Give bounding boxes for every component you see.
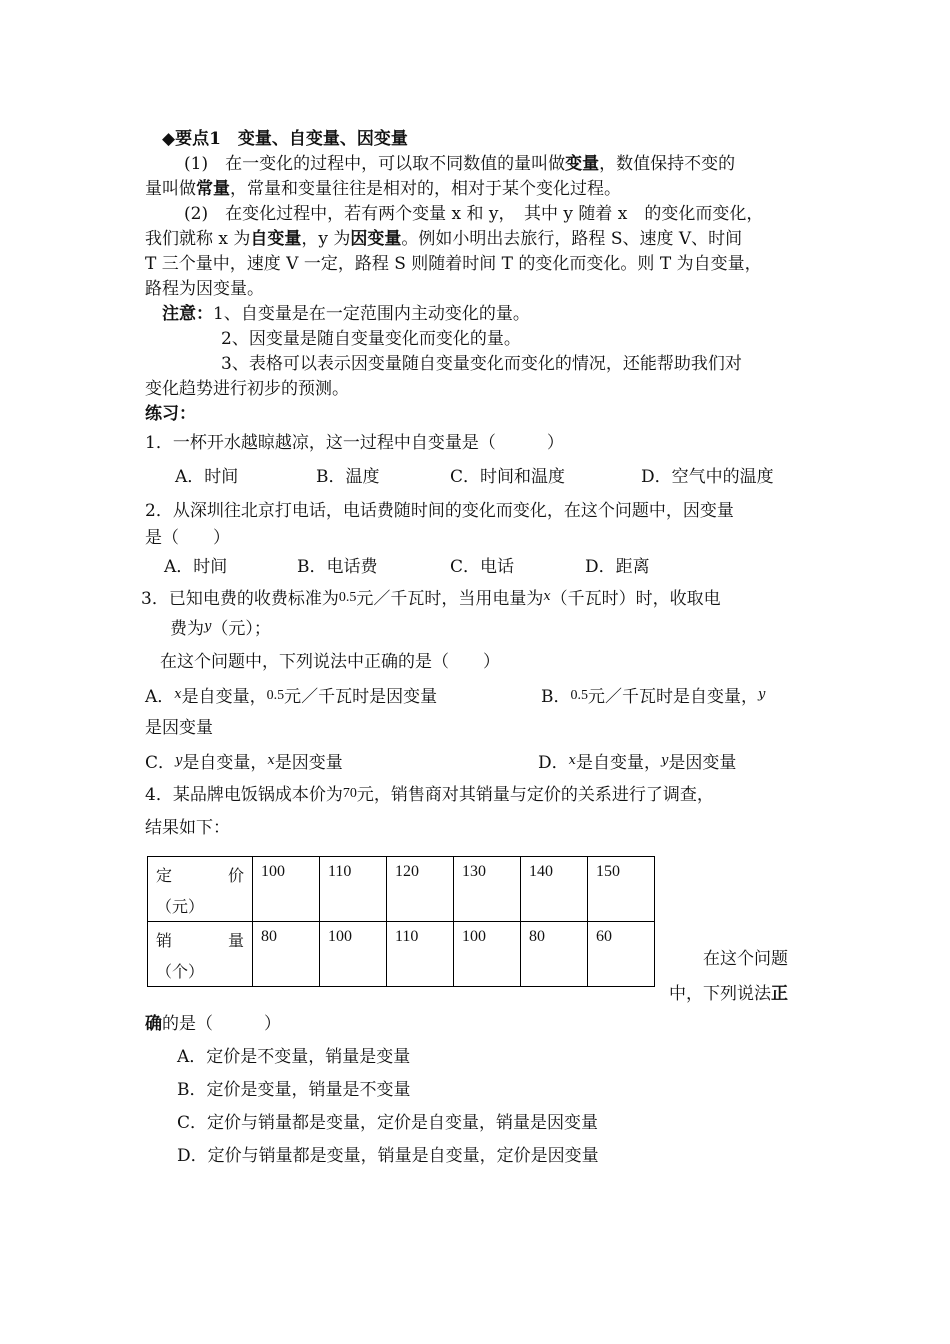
text: 是因变量 (668, 753, 737, 773)
price-sales-table (147, 856, 655, 987)
math-variable-x: x (174, 687, 182, 702)
q1-option-a: A．时间 (175, 467, 239, 487)
table-cell: 80 (253, 922, 320, 987)
paragraph-2-line-4: 路程为因变量。 (145, 279, 264, 299)
text: 元／千瓦时，当用电量为 (356, 589, 544, 609)
text: 销 (156, 931, 173, 950)
note-1: 1、自变量是在一定范围内主动变化的量。 (213, 304, 530, 324)
text: 元，销售商对其销量与定价的关系进行了调查， (356, 785, 714, 805)
section-heading: ◆要点1 变量、自变量、因变量 (162, 129, 408, 149)
q3-stem-line-1 (141, 586, 721, 610)
emphasis: 正 (771, 984, 788, 1004)
q4-option-c: C．定价与销量都是变量，定价是自变量，销量是因变量 (177, 1113, 599, 1133)
text: B． (541, 687, 571, 707)
q3-option-a (145, 684, 437, 708)
table-cell: 110 (320, 857, 387, 922)
q3-option-c (145, 750, 343, 774)
table-cell: 60 (588, 922, 655, 987)
row-header-price (148, 857, 253, 922)
q3-stem-line-2 (170, 616, 271, 640)
paragraph-2-line-3: T 三个量中，速度 V 一定，路程 S 则随着时间 T 的变化而变化。则 T 为自变量， (145, 254, 762, 274)
math-variable-x: x (267, 753, 275, 768)
q4-stem-continued (145, 1013, 281, 1035)
q3-option-d (538, 750, 736, 774)
table-cell: 100 (320, 922, 387, 987)
note-line-4: 变化趋势进行初步的预测。 (145, 379, 349, 399)
paragraph-1-line-2 (145, 178, 621, 200)
text: C． (145, 753, 176, 773)
math-value: 0.5 (266, 688, 285, 703)
text: 价 (227, 866, 244, 885)
term-independent-variable: 自变量 (250, 229, 302, 249)
math-variable-x: x (568, 753, 576, 768)
q3-stem-line-3: 在这个问题中，下列说法中正确的是（ ） (160, 652, 500, 672)
q4-option-a: A．定价是不变量，销量是变量 (177, 1047, 411, 1067)
text: 我们就称 x 为 (145, 229, 251, 249)
table-cell: 150 (588, 857, 655, 922)
text: ，y 为 (301, 229, 351, 249)
text: （个） (156, 962, 205, 981)
text: 中，下列说法 (669, 984, 771, 1004)
text: （元） (156, 897, 205, 916)
q4-side-text-1: 在这个问题 (703, 949, 788, 969)
practice-heading: 练习： (145, 404, 196, 424)
text: 量 (227, 931, 244, 950)
note-label: 注意： (162, 304, 213, 324)
table-row (148, 857, 655, 922)
q1-option-d: D．空气中的温度 (641, 467, 774, 487)
text: 是自变量， (181, 687, 267, 707)
text: 的是（ ） (162, 1014, 281, 1034)
emphasis: 确 (145, 1014, 162, 1034)
term-constant: 常量 (196, 179, 230, 199)
q4-stem-line-2: 结果如下： (145, 818, 230, 838)
math-variable-y: y (660, 753, 669, 768)
math-variable-y: y (204, 619, 212, 634)
q1-option-b: B．温度 (316, 467, 380, 487)
text: （元）； (211, 619, 271, 639)
table-cell: 100 (253, 857, 320, 922)
paragraph-2-line-2 (145, 228, 742, 250)
row-header-sales (148, 922, 253, 987)
note-line-3: 3、表格可以表示因变量随自变量变化而变化的情况，还能帮助我们对 (221, 354, 742, 374)
paragraph-2-line-1: (2) 在变化过程中，若有两个变量 x 和 y， 其中 y 随着 x 的变化而变化， (184, 204, 764, 224)
note-line-2: 2、因变量是随自变量变化而变化的量。 (221, 329, 521, 349)
table-cell: 130 (454, 857, 521, 922)
q2-option-d: D．距离 (585, 557, 650, 577)
math-variable-y: y (175, 753, 183, 768)
text: (1) 在一变化的过程中，可以取不同数值的量叫做 (184, 154, 566, 174)
math-value: 0.5 (570, 688, 588, 703)
math-value: 0.5 (338, 590, 357, 605)
text: 。例如小明出去旅行，路程 S、速度 V、时间 (401, 229, 743, 249)
text: 3．已知电费的收费标准为 (141, 589, 339, 609)
q4-stem-line-1 (145, 783, 714, 806)
table-cell: 120 (387, 857, 454, 922)
q4-option-d: D．定价与销量都是变量，销量是自变量，定价是因变量 (177, 1146, 599, 1166)
text: （千瓦时）时，收取电 (550, 589, 721, 609)
q3-option-b (541, 684, 765, 708)
q3-option-b-continued: 是因变量 (145, 718, 213, 738)
text: 量叫做 (145, 179, 196, 199)
math-variable-x: x (543, 589, 551, 604)
text: ，常量和变量往往是相对的，相对于某个变化过程。 (230, 179, 621, 199)
text: 元／千瓦时是因变量 (284, 687, 438, 707)
text: 4．某品牌电饭锅成本价为 (145, 785, 343, 805)
q2-option-b: B．电话费 (297, 557, 378, 577)
table-cell: 140 (521, 857, 588, 922)
text: 是因变量 (274, 753, 343, 773)
text: ，数值保持不变的 (599, 154, 736, 174)
math-value: 70 (342, 786, 357, 801)
table-row (148, 922, 655, 987)
q1-stem: 1．一杯开水越晾越凉，这一过程中自变量是（ ） (145, 433, 564, 453)
text: 元／千瓦时是自变量， (588, 687, 758, 707)
text: 是自变量， (182, 753, 268, 773)
text: A． (145, 687, 175, 707)
q4-side-text-2 (669, 983, 788, 1005)
q2-option-a: A．时间 (164, 557, 228, 577)
q2-stem-line-2: 是（ ） (145, 528, 230, 548)
q1-option-c: C．时间和温度 (450, 467, 566, 487)
q4-option-b: B．定价是变量，销量是不变量 (177, 1080, 411, 1100)
paragraph-1-line-1 (184, 153, 735, 175)
note-line-1 (162, 303, 530, 325)
q2-option-c: C．电话 (450, 557, 515, 577)
term-dependent-variable: 因变量 (350, 229, 402, 249)
text: 费为 (170, 619, 204, 639)
table-cell: 110 (387, 922, 454, 987)
math-variable-y: y (758, 687, 766, 702)
table-cell: 80 (521, 922, 588, 987)
table-cell: 100 (454, 922, 521, 987)
q2-stem-line-1: 2．从深圳往北京打电话，电话费随时间的变化而变化，在这个问题中，因变量 (145, 501, 734, 521)
text: 是自变量， (575, 753, 661, 773)
text: 定 (156, 866, 173, 885)
text: D． (538, 753, 569, 773)
term-variable: 变量 (565, 154, 600, 174)
